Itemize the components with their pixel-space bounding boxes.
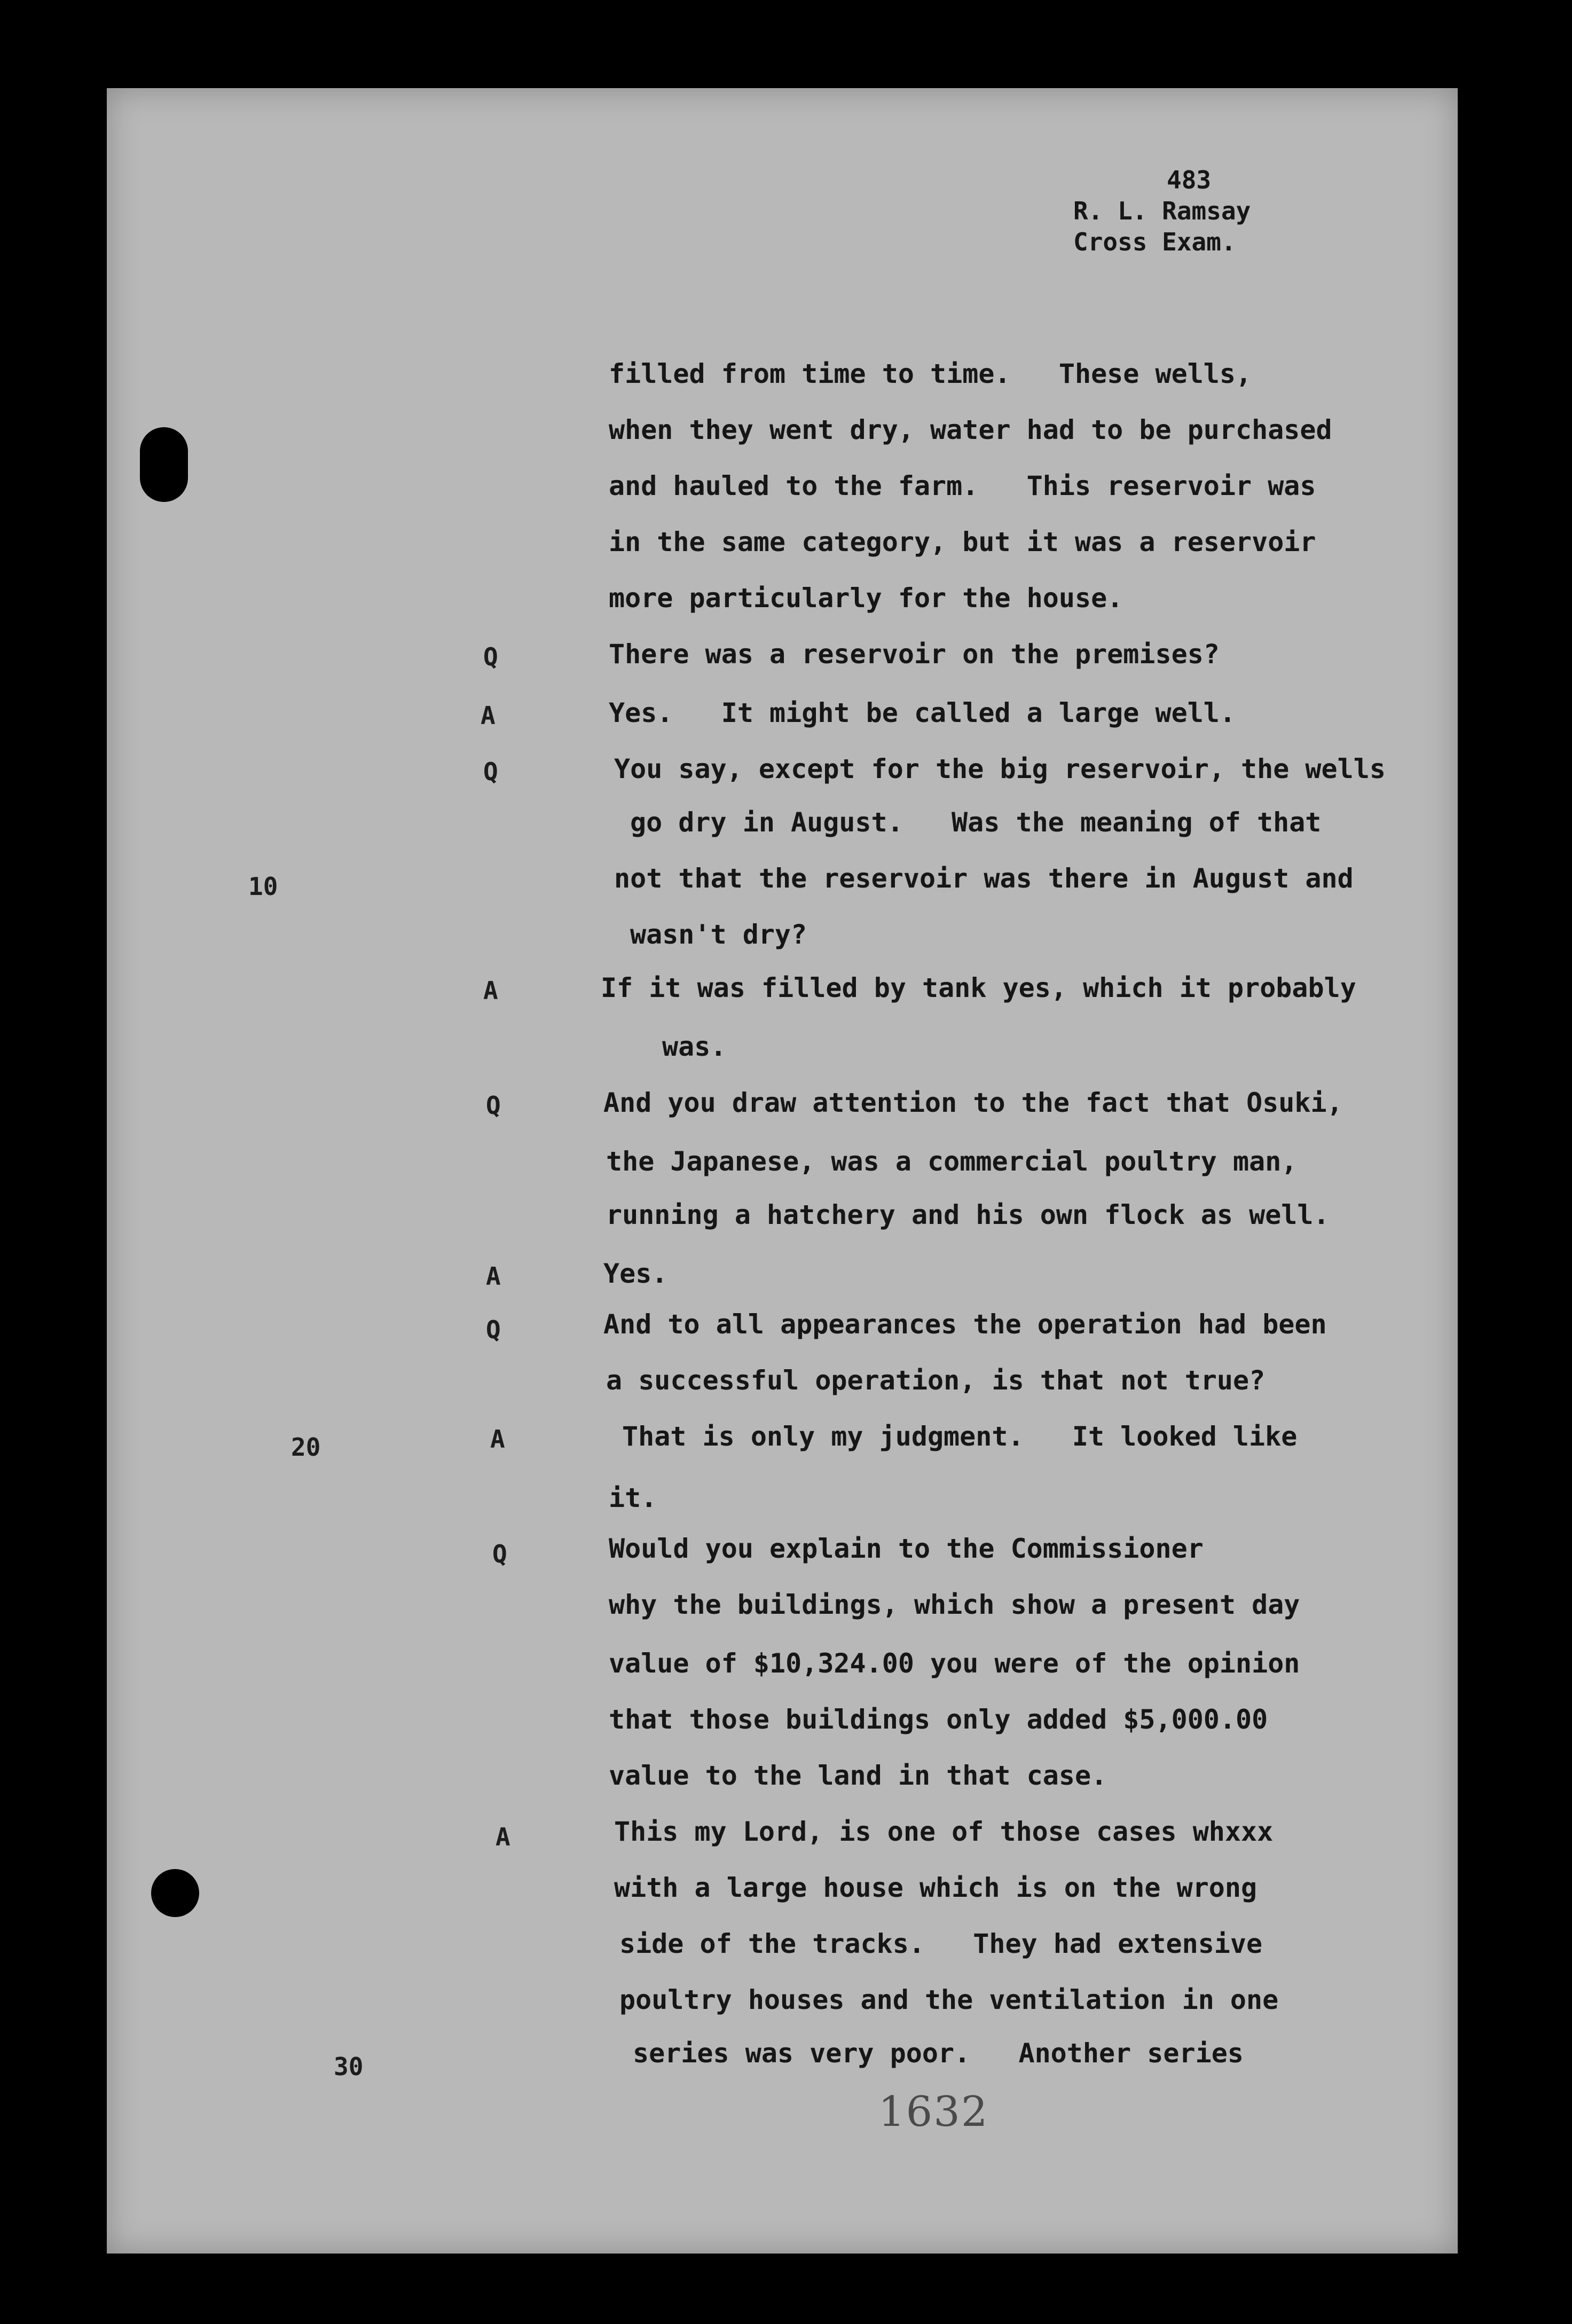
transcript-line: filled from time to time. These wells, bbox=[609, 358, 1252, 389]
speaker-marker: A bbox=[486, 1262, 501, 1291]
transcript-line: This my Lord, is one of those cases whxxx bbox=[614, 1816, 1274, 1847]
line-number: 30 bbox=[334, 2052, 364, 2081]
speaker-marker: Q bbox=[486, 1315, 501, 1344]
speaker-marker: Q bbox=[492, 1540, 507, 1568]
archive-stamp-number: 1632 bbox=[878, 2088, 989, 2136]
witness-name: R. L. Ramsay bbox=[1073, 197, 1251, 225]
speaker-marker: A bbox=[481, 701, 496, 730]
speaker-marker: A bbox=[496, 1823, 510, 1851]
transcript-line: Yes. It might be called a large well. bbox=[609, 697, 1236, 728]
transcript-line: You say, except for the big reservoir, the wells bbox=[614, 753, 1386, 784]
transcript-line: value to the land in that case. bbox=[609, 1760, 1107, 1791]
transcript-line: in the same category, but it was a reservoir bbox=[609, 527, 1316, 558]
transcript-line: And to all appearances the operation had been bbox=[603, 1309, 1327, 1340]
line-number: 10 bbox=[248, 872, 278, 901]
transcript-line: that those buildings only added $5,000.00 bbox=[609, 1704, 1268, 1735]
transcript-line: If it was filled by tank yes, which it probably bbox=[601, 972, 1356, 1003]
transcript-line: and hauled to the farm. This reservoir was bbox=[609, 470, 1316, 501]
exam-type: Cross Exam. bbox=[1073, 227, 1236, 256]
transcript-line: with a large house which is on the wrong bbox=[614, 1872, 1257, 1903]
speaker-marker: Q bbox=[486, 1091, 501, 1120]
page-header bbox=[1073, 164, 1251, 257]
transcript-line: And you draw attention to the fact that Osuki, bbox=[603, 1087, 1343, 1118]
speaker-marker: Q bbox=[483, 757, 498, 786]
page-number: 483 bbox=[1167, 166, 1212, 194]
transcript-line: why the buildings, which show a present day bbox=[609, 1589, 1300, 1620]
transcript-line: it. bbox=[609, 1482, 657, 1513]
transcript-line: a successful operation, is that not true? bbox=[606, 1365, 1266, 1396]
speaker-marker: A bbox=[483, 976, 498, 1005]
transcript-line: wasn't dry? bbox=[630, 919, 807, 950]
transcript-line: Would you explain to the Commissioner bbox=[609, 1533, 1204, 1564]
transcript-line: poultry houses and the ventilation in one bbox=[619, 1984, 1279, 2015]
transcript-line: when they went dry, water had to be purchased bbox=[609, 414, 1332, 445]
transcript-line: running a hatchery and his own flock as well. bbox=[606, 1199, 1330, 1230]
transcript-line: not that the reservoir was there in August and bbox=[614, 863, 1354, 894]
speaker-marker: Q bbox=[483, 642, 498, 671]
transcript-line: side of the tracks. They had extensive bbox=[619, 1928, 1263, 1959]
transcript-line: That is only my judgment. It looked like bbox=[622, 1421, 1298, 1452]
punch-hole bbox=[151, 1869, 199, 1917]
transcript-line: series was very poor. Another series bbox=[633, 2038, 1244, 2069]
punch-hole bbox=[140, 427, 188, 502]
transcript-line: the Japanese, was a commercial poultry man, bbox=[606, 1146, 1298, 1177]
transcript-line: There was a reservoir on the premises? bbox=[609, 639, 1220, 670]
transcript-line: value of $10,324.00 you were of the opinion bbox=[609, 1648, 1300, 1679]
transcript-line: go dry in August. Was the meaning of that bbox=[630, 807, 1322, 838]
transcript-line: Yes. bbox=[603, 1258, 668, 1289]
transcript-line: was. bbox=[662, 1031, 727, 1062]
transcript-line: more particularly for the house. bbox=[609, 583, 1123, 614]
speaker-marker: A bbox=[490, 1425, 505, 1454]
line-number: 20 bbox=[291, 1433, 321, 1462]
